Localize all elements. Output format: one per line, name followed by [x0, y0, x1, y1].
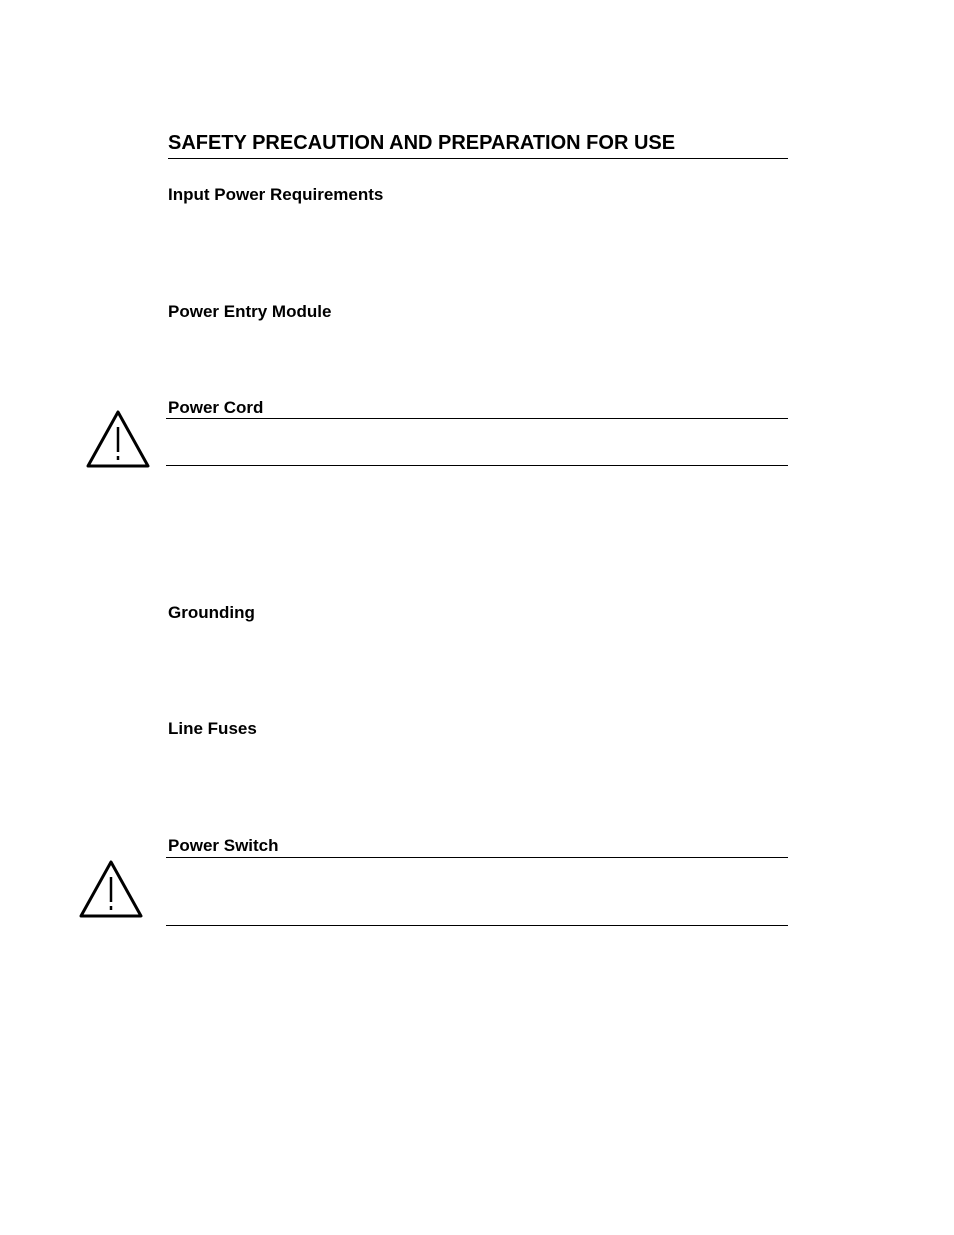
- warning-triangle-icon: [84, 408, 152, 470]
- heading-power-switch: Power Switch: [168, 836, 279, 855]
- heading-line-fuses: Line Fuses: [168, 719, 257, 738]
- page-title: SAFETY PRECAUTION AND PREPARATION FOR USE: [168, 132, 676, 154]
- title-rule: [168, 158, 788, 159]
- heading-power-entry-module: Power Entry Module: [168, 302, 332, 321]
- power-cord-rule-bottom: [166, 465, 788, 466]
- power-switch-rule-top: [166, 857, 788, 858]
- power-switch-rule-bottom: [166, 925, 788, 926]
- heading-power-cord: Power Cord: [168, 398, 264, 417]
- heading-input-power-requirements: Input Power Requirements: [168, 185, 384, 204]
- heading-grounding: Grounding: [168, 603, 255, 622]
- warning-triangle-icon: [77, 858, 145, 920]
- power-cord-rule-top: [166, 418, 788, 419]
